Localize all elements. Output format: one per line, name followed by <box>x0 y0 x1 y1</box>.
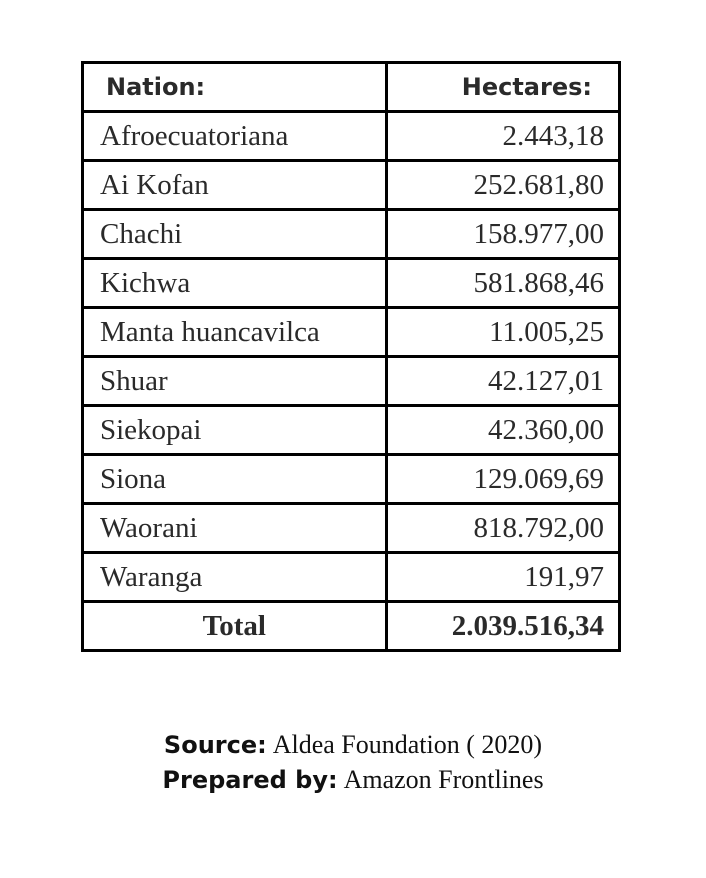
nation-cell: Waorani <box>83 504 387 553</box>
hectares-cell: 158.977,00 <box>386 210 619 259</box>
header-row <box>83 63 620 112</box>
hectares-cell: 818.792,00 <box>386 504 619 553</box>
source-label: Source: <box>163 731 267 759</box>
hectares-cell: 42.360,00 <box>386 406 619 455</box>
nation-header: Nation: <box>83 63 387 112</box>
source-caption <box>0 730 706 760</box>
nation-cell: Chachi <box>83 210 387 259</box>
nation-cell: Kichwa <box>83 259 387 308</box>
table-row <box>83 406 620 455</box>
nation-cell: Ai Kofan <box>83 161 387 210</box>
table-row <box>83 161 620 210</box>
source-value: Aldea Foundation ( 2020) <box>272 730 543 759</box>
hectares-cell: 191,97 <box>386 553 619 602</box>
table-row <box>83 357 620 406</box>
nation-cell: Siona <box>83 455 387 504</box>
table-row <box>83 210 620 259</box>
table-row <box>83 504 620 553</box>
total-value: 2.039.516,34 <box>386 602 619 651</box>
total-row <box>83 602 620 651</box>
nation-cell: Waranga <box>83 553 387 602</box>
prepared-by-caption <box>0 765 706 795</box>
hectares-header: Hectares: <box>386 63 619 112</box>
table-row <box>83 553 620 602</box>
hectares-cell: 129.069,69 <box>386 455 619 504</box>
hectares-cell: 42.127,01 <box>386 357 619 406</box>
total-label: Total <box>83 602 387 651</box>
nation-cell: Manta huancavilca <box>83 308 387 357</box>
hectares-table <box>81 61 621 652</box>
table-row <box>83 259 620 308</box>
hectares-cell: 11.005,25 <box>386 308 619 357</box>
prepared-by-label: Prepared by: <box>162 766 338 794</box>
prepared-by-value: Amazon Frontlines <box>343 765 544 794</box>
table-row <box>83 308 620 357</box>
table-row <box>83 112 620 161</box>
hectares-cell: 2.443,18 <box>386 112 619 161</box>
nation-cell: Shuar <box>83 357 387 406</box>
nation-cell: Afroecuatoriana <box>83 112 387 161</box>
nation-cell: Siekopai <box>83 406 387 455</box>
hectares-cell: 252.681,80 <box>386 161 619 210</box>
table-row <box>83 455 620 504</box>
hectares-cell: 581.868,46 <box>386 259 619 308</box>
